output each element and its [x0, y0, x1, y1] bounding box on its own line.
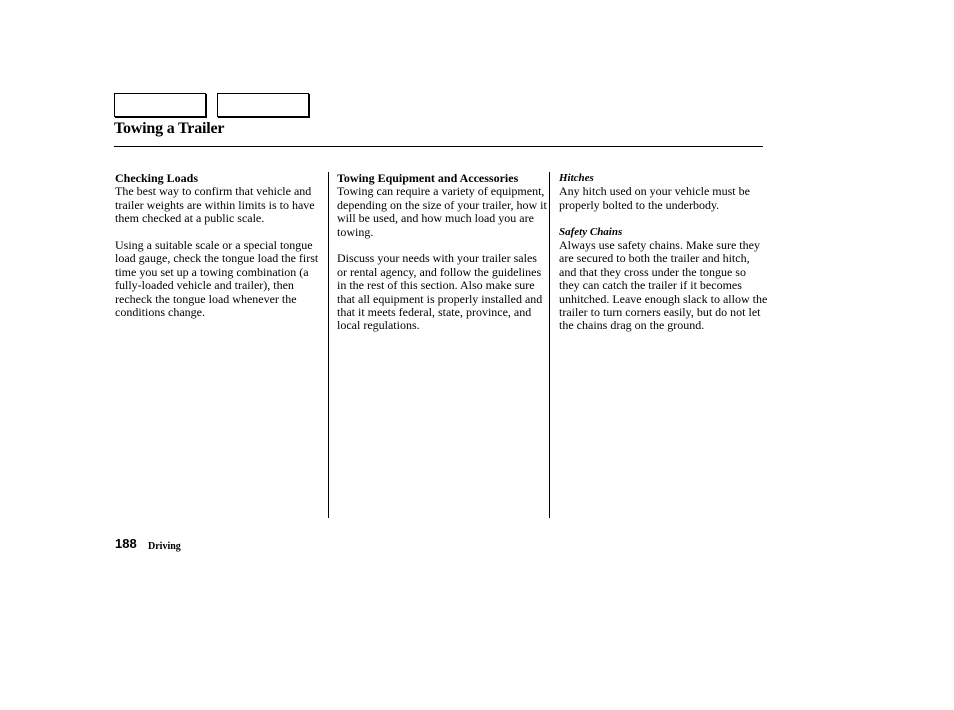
paragraph: Towing can require a variety of equipment, depending on the size of your trailer, how it will be used, and how much load you are towing. — [337, 184, 547, 239]
subheading-safety-chains: Safety Chains — [559, 225, 623, 238]
column-towing-equipment — [337, 172, 547, 346]
paragraph: Any hitch used on your vehicle must be properly bolted to the underbody. — [559, 184, 750, 212]
section-heading: Towing Equipment and Accessories — [337, 171, 519, 185]
column-divider — [549, 172, 550, 518]
paragraph: Always use safety chains. Make sure they are secured to both the trailer and hitch, and that they cross under the tongue so they can catch the trailer if it becomes unhitched. Leave enough slack to allow the trailer to turn corners easily, but do not let the chains drag on the ground. — [559, 238, 768, 333]
paragraph: The best way to confirm that vehicle and trailer weights are within limits is to have them checked at a public scale. — [115, 184, 315, 226]
paragraph: Using a suitable scale or a special tongue load gauge, check the tongue load the first time you set up a towing combination (a fully-loaded vehicle and trailer), then recheck the tongue load whenever the conditions change. — [115, 238, 319, 320]
subheading-hitches: Hitches — [559, 172, 594, 184]
paragraph: Discuss your needs with your trailer sales or rental agency, and follow the guidelines in the rest of this section. Also make sure that all equipment is properly installed and that it meets federal, state, province, and local regulations. — [337, 251, 543, 333]
page-title: Towing a Trailer — [114, 120, 225, 137]
column-checking-loads — [115, 172, 325, 333]
footer-section-label: Driving — [148, 541, 181, 552]
header-tab-box-1 — [114, 93, 206, 117]
section-heading: Checking Loads — [115, 171, 199, 185]
page-number: 188 — [115, 536, 137, 551]
column-hitches-chains — [559, 172, 769, 346]
title-rule — [114, 146, 763, 147]
column-divider — [328, 172, 329, 518]
header-tab-box-2 — [217, 93, 309, 117]
